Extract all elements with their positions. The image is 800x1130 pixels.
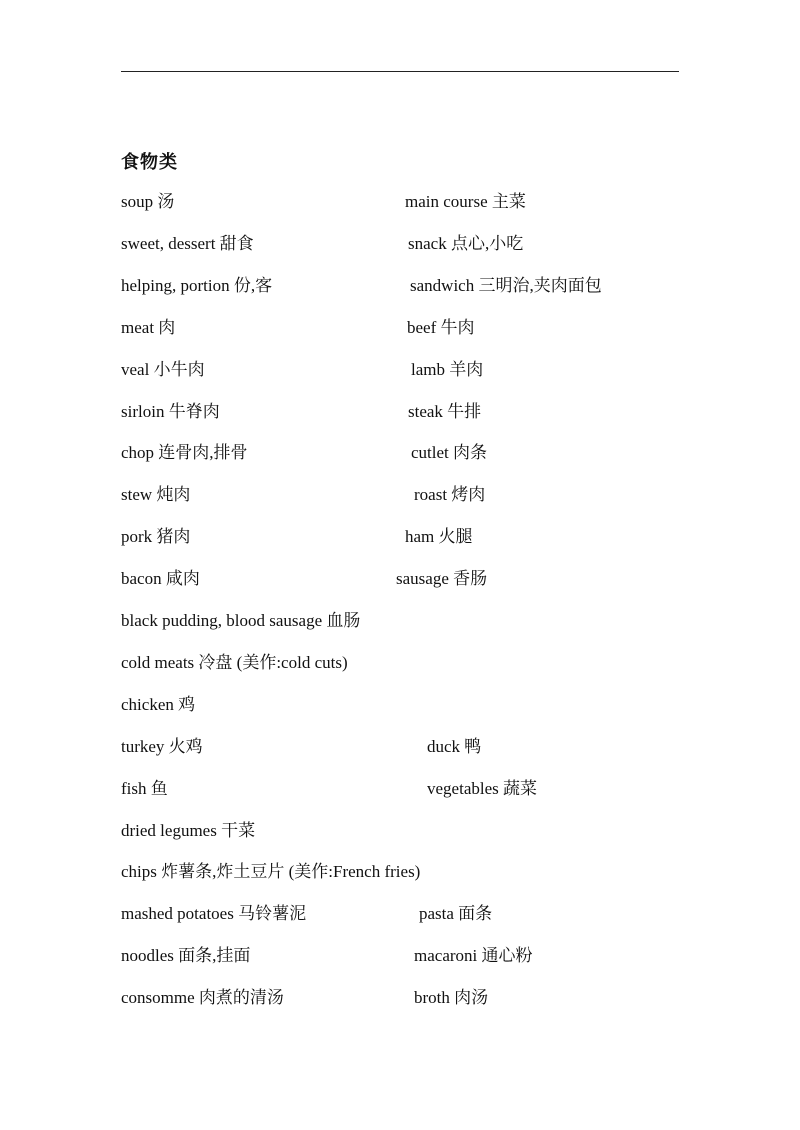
vocab-term-right: duck 鸭: [427, 736, 482, 756]
vocab-row: [121, 986, 681, 1010]
vocab-term-left: black pudding, blood sausage 血肠: [121, 611, 361, 630]
vocab-term-left: noodles 面条,挂面: [121, 946, 251, 966]
vocab-term-left: pork 猪肉: [121, 527, 191, 547]
vocab-row: [121, 735, 681, 759]
vocab-term-right: ham 火腿: [405, 527, 473, 547]
vocab-row: [121, 609, 681, 633]
vocab-term-left: bacon 咸肉: [121, 569, 200, 589]
vocab-term-right: steak 牛排: [408, 401, 482, 421]
vocab-term-right: broth 肉汤: [414, 988, 489, 1008]
vocab-term-left: stew 炖肉: [121, 485, 191, 505]
vocab-term-right: sausage 香肠: [396, 569, 488, 589]
vocab-term-right: pasta 面条: [419, 904, 493, 924]
vocab-row: [121, 651, 681, 675]
header-rule: [121, 71, 679, 72]
vocab-term-left: sirloin 牛脊肉: [121, 401, 220, 421]
section-heading: 食物类: [121, 152, 178, 173]
vocab-row: [121, 819, 681, 843]
vocab-term-left: meat 肉: [121, 317, 176, 337]
vocab-row: [121, 902, 681, 926]
vocab-row: [121, 860, 681, 884]
vocab-term-left: helping, portion 份,客: [121, 275, 273, 295]
vocab-term-right: sandwich 三明治,夹肉面包: [410, 275, 602, 295]
vocab-row: [121, 567, 681, 591]
vocab-row: [121, 232, 681, 256]
vocab-term-left: turkey 火鸡: [121, 736, 203, 756]
vocab-row: [121, 525, 681, 549]
vocab-term-left: cold meats 冷盘 (美作:cold cuts): [121, 652, 348, 672]
vocab-term-left: sweet, dessert 甜食: [121, 233, 254, 253]
vocab-row: [121, 400, 681, 424]
vocab-term-left: dried legumes 干菜: [121, 820, 256, 840]
vocab-row: [121, 483, 681, 507]
vocab-term-left: mashed potatoes 马铃薯泥: [121, 904, 307, 924]
vocab-term-right: beef 牛肉: [407, 317, 475, 337]
vocab-term-left: chop 连骨肉,排骨: [121, 443, 248, 463]
vocab-term-left: soup 汤: [121, 192, 175, 211]
vocab-term-left: chicken 鸡: [121, 694, 196, 714]
vocab-row: [121, 693, 681, 717]
vocab-row: [121, 358, 681, 382]
vocab-term-right: lamb 羊肉: [411, 359, 484, 379]
vocab-term-left: consomme 肉煮的清汤: [121, 988, 284, 1008]
vocab-row: [121, 441, 681, 465]
vocab-term-right: vegetables 蔬菜: [427, 778, 537, 798]
vocab-term-left: chips 炸薯条,炸土豆片 (美作:French fries): [121, 862, 421, 882]
vocab-row: [121, 316, 681, 340]
vocab-term-right: main course 主菜: [405, 192, 526, 211]
vocab-row: [121, 190, 681, 214]
vocab-term-right: roast 烤肉: [414, 485, 486, 505]
vocab-term-right: snack 点心,小吃: [408, 233, 524, 253]
vocab-term-left: fish 鱼: [121, 778, 168, 798]
vocab-term-right: macaroni 通心粉: [414, 946, 533, 966]
vocab-row: [121, 944, 681, 968]
vocab-term-left: veal 小牛肉: [121, 359, 205, 379]
vocab-row: [121, 274, 681, 298]
vocab-row: [121, 777, 681, 801]
vocab-term-right: cutlet 肉条: [411, 443, 488, 463]
